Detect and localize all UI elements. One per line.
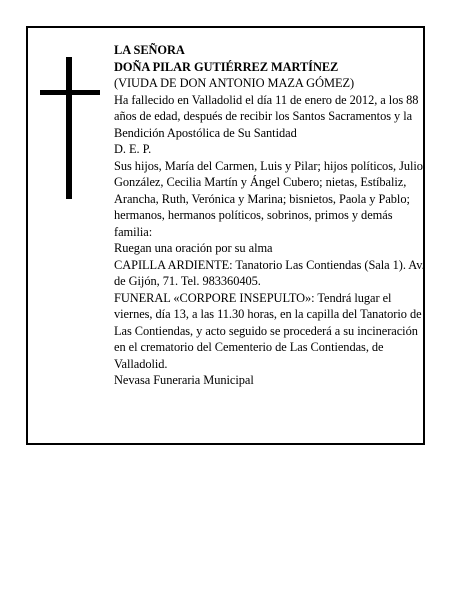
- notice-text: [114, 42, 426, 389]
- rip-text: D. E. P.: [114, 142, 152, 156]
- funeral-home: Nevasa Funeraria Municipal: [114, 373, 254, 387]
- notice-title-line-1: LA SEÑORA: [114, 43, 185, 57]
- prayer-request: Ruegan una oración por su alma: [114, 241, 273, 255]
- cross-horizontal-bar: [40, 90, 100, 95]
- notice-subtitle: (VIUDA DE DON ANTONIO MAZA GÓMEZ): [114, 76, 355, 90]
- obituary-notice: [26, 26, 425, 445]
- family-list: Sus hijos, María del Carmen, Luis y Pilar; hijos políticos, Julio González, Cecilia Martín y Ángel Cubero; nietas, Estíbaliz, Arancha, Ruth, Verónica y Marina; bisnietos, Paola y Pablo; hermanos, hermanos políticos, sobrinos, primos y demás familia:: [114, 158, 423, 239]
- chapel-info: CAPILLA ARDIENTE: Tanatorio Las Contiendas (Sala 1). Av. de Gijón, 71. Tel. 983360405.: [114, 257, 425, 288]
- notice-title-line-2: DOÑA PILAR GUTIÉRREZ MARTÍNEZ: [114, 59, 339, 74]
- funeral-info: FUNERAL «CORPORE INSEPULTO»: Tendrá lugar el viernes, día 13, a las 11.30 horas, en la capilla del Tanatorio de Las Contiendas, y acto seguido se procederá a su incineración en el crematorio del Cementerio de Las Contiendas, de Valladolid.: [114, 290, 422, 371]
- latin-cross-icon: [40, 57, 100, 199]
- death-announcement: Ha fallecido en Valladolid el día 11 de enero de 2012, a los 88 años de edad, después de recibir los Santos Sacramentos y la Bendición Apostólica de Su Santidad: [114, 92, 419, 140]
- cross-vertical-bar: [66, 57, 72, 199]
